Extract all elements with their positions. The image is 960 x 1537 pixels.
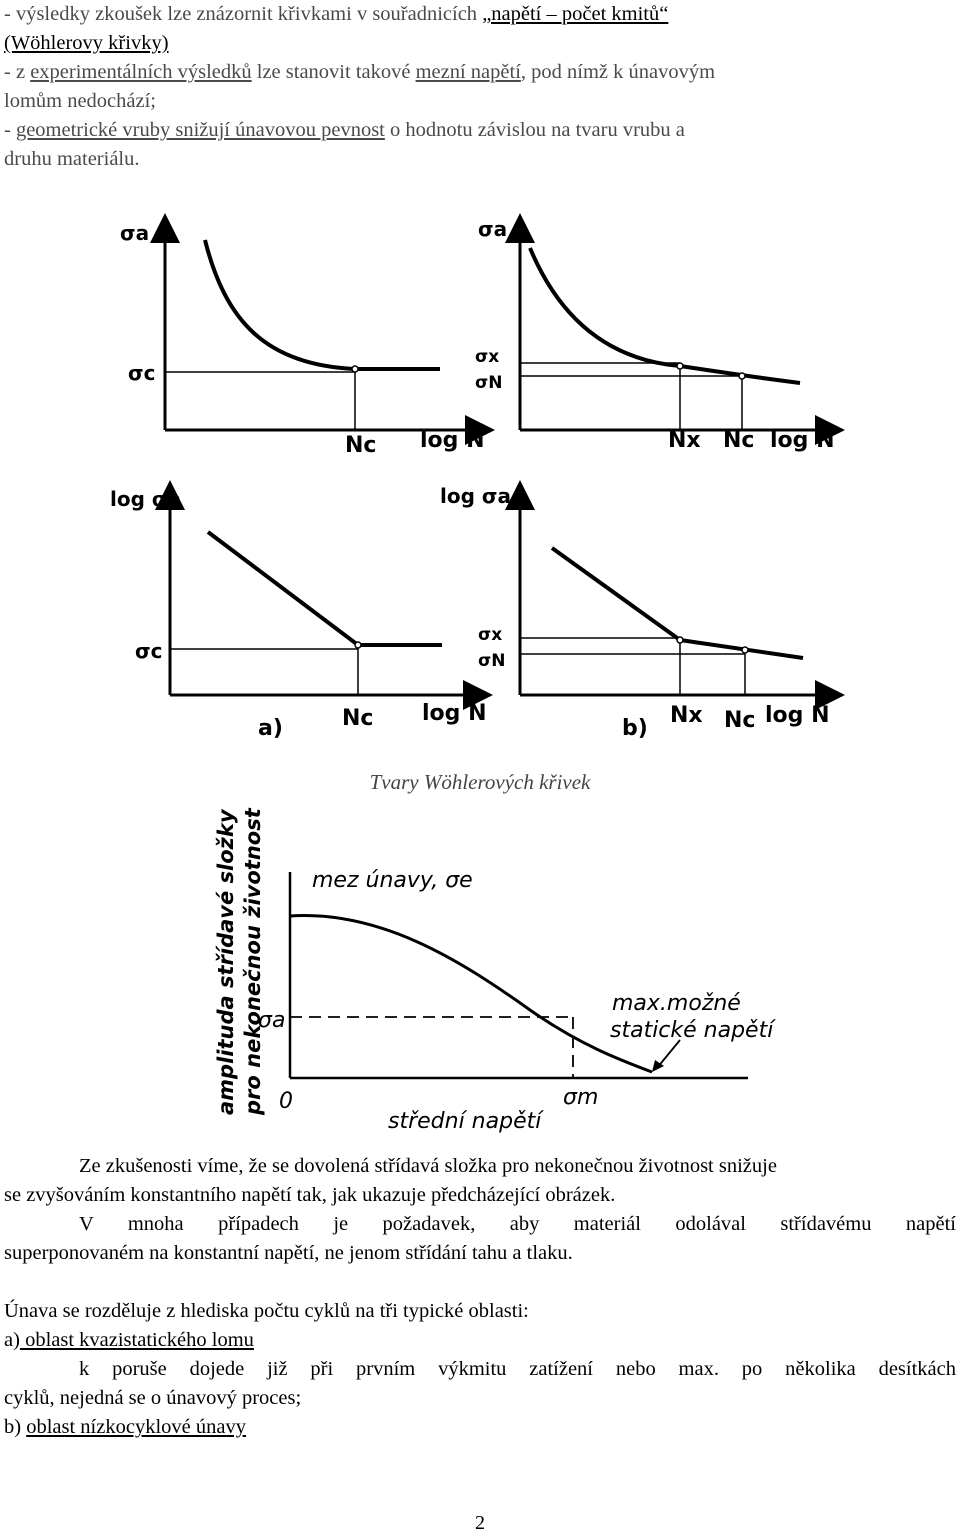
bullet-3-prefix: - [4, 119, 16, 141]
sigma-n-label: σN [475, 373, 503, 393]
bullet-1-text: - výsledky zkoušek lze znázornit křivkami v souřadnicích [4, 3, 483, 25]
log-sigma-label: log σa [440, 484, 511, 508]
x-axis-label: střední napětí [388, 1109, 542, 1134]
sigma-n-label: σN [478, 651, 506, 671]
sigma-c-label: σc [135, 639, 163, 663]
bullet-2-cont: lomům nedochází; [4, 90, 156, 112]
sigma-a-label: σa [478, 217, 508, 241]
bullet-2-link-limit[interactable]: mezní napětí [415, 61, 521, 83]
variant-b-label: b) [622, 716, 648, 741]
nx-label: Nx [668, 428, 701, 453]
list-item-a-link[interactable]: oblast kvazistatického lomu [19, 1329, 254, 1351]
bullet-3-link-notches[interactable]: geometrické vruby snižují únavovou pevnost [15, 119, 385, 141]
sigma-x-label: σx [475, 347, 500, 367]
bullet-2-link-results[interactable]: experimentálních výsledků [30, 61, 252, 83]
nc-label: Nc [345, 433, 377, 458]
y-label-line-2: pro nekonečnou životnost [241, 808, 265, 1115]
paragraph-1-line-2: se zvyšováním konstantního napětí tak, jak ukazuje předcházející obrázek. [4, 1184, 616, 1206]
paragraph-2-line-2: superponovaném na konstantní napětí, ne jenom střídání tahu a tlaku. [4, 1242, 573, 1264]
list-item-a [4, 1326, 956, 1355]
sigma-m-label: σm [563, 1085, 599, 1110]
list-item-b-link[interactable]: oblast nízkocyklové únavy [26, 1416, 246, 1438]
sigma-a-label: σa [120, 221, 150, 245]
bullet-1-cont: (Wöhlerovy křivky) [4, 32, 169, 54]
list-item-a-desc-1: k poruše dojede již při prvním výkmitu zatížení nebo max. po několika desítkách [79, 1358, 956, 1380]
log-n-label: log N [422, 701, 487, 726]
sigma-c-label: σc [128, 361, 156, 385]
max-static-label-1: max.možné [612, 991, 741, 1016]
nc-label: Nc [723, 428, 755, 453]
bullet-2-suffix: , pod nímž k únavovým [520, 61, 716, 83]
variant-a-label: a) [258, 716, 283, 741]
bullet-3-cont: druhu materiálu. [4, 148, 140, 170]
nc-label: Nc [342, 706, 374, 731]
list-item-a-desc-2: cyklů, nejedná se o únavový proces; [4, 1387, 302, 1409]
list-item-b-prefix: b) [4, 1416, 27, 1438]
fatigue-limit-label: mez únavy, σe [312, 868, 473, 893]
log-n-label: log N [420, 428, 485, 453]
paragraph-2-line-1: V mnoha případech je požadavek, aby materiál odolával střídavému napětí [79, 1213, 956, 1235]
log-n-label: log N [770, 428, 835, 453]
page-number: 2 [475, 1512, 485, 1534]
paragraph-3: Únava se rozděluje z hlediska počtu cyklů na tři typické oblasti: [4, 1300, 529, 1322]
bullet-2-mid: lze stanovit takové [251, 61, 416, 83]
list-item-a-prefix: a) [4, 1329, 20, 1351]
list-item-b [4, 1413, 956, 1442]
goodman-curve [290, 916, 652, 1072]
bullet-2-prefix: - z [4, 61, 31, 83]
nx-label: Nx [670, 703, 703, 728]
paragraph-1-line-1: Ze zkušenosti víme, že se dovolená střídavá složka pro nekonečnou životnost snižuje [79, 1155, 777, 1177]
bullet-1-quote: „napětí – počet kmitů“ [482, 3, 669, 25]
nc-label: Nc [724, 708, 756, 733]
log-sigma-label: log σa [110, 487, 181, 511]
sigma-a-label: σa [258, 1008, 286, 1033]
sigma-x-label: σx [478, 625, 503, 645]
bullet-3-suffix: o hodnotu závislou na tvaru vrubu a [384, 119, 685, 141]
max-static-label-2: statické napětí [610, 1018, 774, 1043]
figure-caption: Tvary Wöhlerových křivek [369, 770, 591, 794]
log-n-label: log N [765, 703, 830, 728]
origin-label: 0 [279, 1089, 293, 1114]
y-label-line-1: amplituda střídavé složky [214, 809, 238, 1115]
